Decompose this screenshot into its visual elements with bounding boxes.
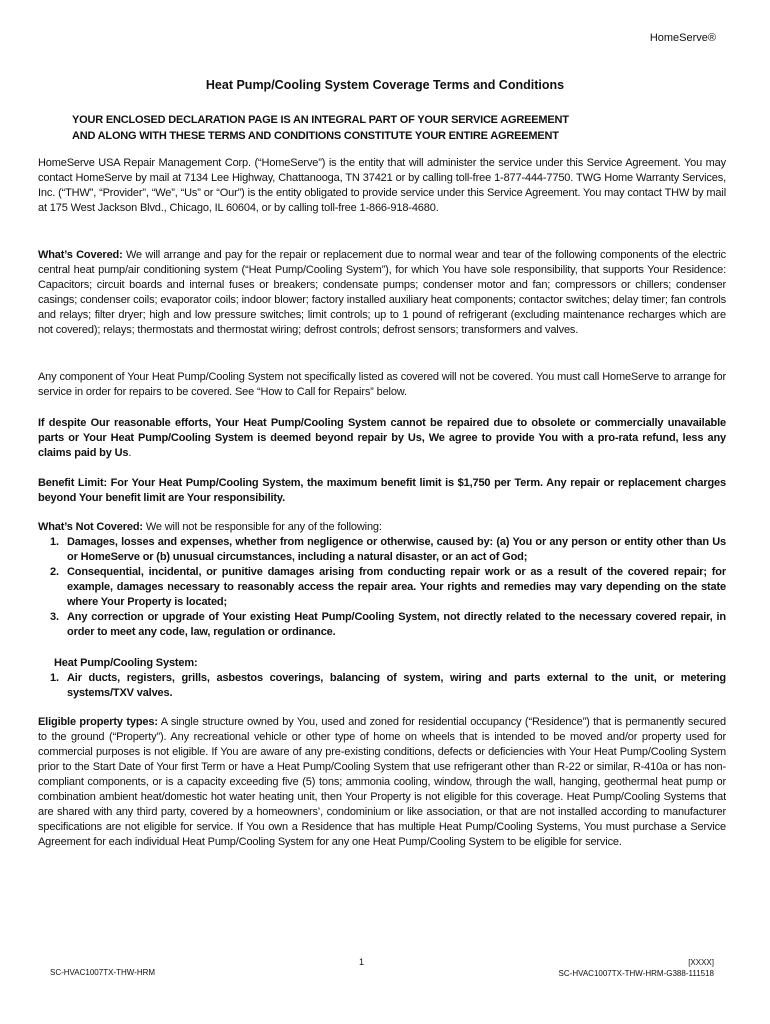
obsolete-section [38, 416, 726, 461]
footer-bracket-code: [XXXX] [688, 958, 714, 967]
heat-pump-heading: Heat Pump/Cooling System: [54, 657, 198, 669]
list-item-text: Air ducts, registers, grills, asbestos coverings, balancing of system, wiring and parts external to the unit, or metering systems/TXV valves. [67, 672, 726, 699]
not-covered-intro: We will not be responsible for any of the following: [142, 521, 382, 533]
list-item [38, 671, 726, 701]
benefit-limit-text: Benefit Limit: For Your Heat Pump/Cooling System, the maximum benefit limit is $1,750 per Term. Any repair or replacement charges beyond Your benefit limit are Your responsibility. [38, 477, 726, 504]
list-item-number: 1. [50, 672, 59, 684]
eligible-text: A single structure owned by You, used and zoned for residential occupancy (“Residence”) that is permanently secured to the ground (“Property”). Any recreational vehicle or other type of home on wheels that is intended to be moved and/or property used for commercial purposes is not eligible. If You are aware of any pre-existing conditions, defects or deficiencies with Your Heat Pump/Cooling System prior to the Start Date of Your first Term or have a Heat Pump/Cooling System that use refrigerant other than R-22 or similar, R-410a or has non-compliant components, or is a capacity exceeding five (5) tons; ammonia cooling, window, through the wall, hanging, geothermal heat pump or combination ambient heat/domestic hot water heating unit, then Your Property is not eligible for this coverage. Heat Pump/Cooling Systems that are shared with any third party, covered by a homeowners’, condominium or like association, or that are not installed according to manufacturer specifications are not eligible for service. If You own a Residence that has multiple Heat Pump/Cooling Systems, You must purchase a Service Agreement for each individual Heat Pump/Cooling System for any one Heat Pump/Cooling System to be eligible for service. [38, 716, 726, 848]
not-listed-text: Any component of Your Heat Pump/Cooling System not specifically listed as covered will not be covered. You must call HomeServe to arrange for service in order for repairs to be covered. See “How to Call for Repairs” below. [38, 371, 726, 398]
list-item [38, 565, 726, 610]
brand-name: HomeServe® [649, 32, 716, 44]
eligible-property-section [38, 715, 726, 850]
eligible-heading: Eligible property types: [38, 716, 158, 728]
page-number: 1 [359, 957, 365, 967]
covered-heading: What’s Covered: [38, 249, 123, 261]
declaration-notice [72, 112, 712, 144]
list-item-text: Consequential, incidental, or punitive damages arising from conducting repair work or as a result of the covered repair; for example, damages necessary to reasonably access the repair area. Your rights and remedies may vary depending on the state where Your Property is located; [67, 566, 726, 608]
list-item-number: 2. [50, 566, 59, 578]
not-covered-list [38, 535, 726, 640]
whats-covered-section [38, 248, 726, 338]
not-covered-heading: What’s Not Covered: [38, 521, 143, 533]
declaration-line-2: AND ALONG WITH THESE TERMS AND CONDITIONS CONSTITUTE YOUR ENTIRE AGREEMENT [72, 130, 559, 142]
obsolete-text: If despite Our reasonable efforts, Your Heat Pump/Cooling System cannot be repaired due to obsolete or commercially unavailable parts or Your Heat Pump/Cooling System is deemed beyond repair by Us, We agree to provide You with a pro-rata refund, less any claims paid by Us [38, 417, 726, 459]
not-listed-section [38, 370, 726, 400]
footer-right-block [559, 957, 714, 979]
list-item-number: 3. [50, 611, 59, 623]
intro-paragraph [38, 156, 726, 216]
list-item [38, 535, 726, 565]
not-covered-section [38, 520, 726, 640]
benefit-limit-section [38, 476, 726, 506]
list-item-text: Any correction or upgrade of Your existing Heat Pump/Cooling System, not directly related to the necessary covered repair, in order to meet any code, law, regulation or ordinance. [67, 611, 726, 638]
footer-version-code: SC-HVAC1007TX-THW-HRM-G388-111518 [558, 969, 714, 978]
heat-pump-exclusions-list [38, 671, 726, 701]
heat-pump-exclusions-section [38, 656, 726, 701]
obsolete-period: . [128, 447, 132, 459]
footer-form-code: SC-HVAC1007TX-THW-HRM [50, 968, 156, 977]
covered-text: We will arrange and pay for the repair or replacement due to normal wear and tear of the following components of the electric central heat pump/air conditioning system (“Heat Pump/Cooling System”), for which You have sole responsibility, that supports Your Residence: Capacitors; circuit boards and internal fuses or breakers; condensate pumps; condenser motor and fan; compressors or chillers; condenser casings; condenser coils; evaporator coils; indoor blower; factory installed auxiliary heat components; contactor switches; delay timer; fan controls and relays; filter dryer; high and low pressure switches; limit controls; up to 1 pound of refrigerant (excluding maintenance recharges which are not covered); relays; thermostats and thermostat wiring; defrost controls; defrost sensors; transformers and valves. [38, 249, 727, 336]
page-title: Heat Pump/Cooling System Coverage Terms and Conditions [205, 78, 565, 92]
list-item-number: 1. [50, 536, 59, 548]
list-item-text: Damages, losses and expenses, whether from negligence or otherwise, caused by: (a) You or any person or entity other than Us or HomeServe or (b) unusual circumstances, including a natural disaster, or an act of God; [67, 536, 726, 563]
intro-text: HomeServe USA Repair Management Corp. (“HomeServe”) is the entity that will administer the service under this Service Agreement. You may contact HomeServe by mail at 7134 Lee Highway, Chattanooga, TN 37421 or by calling toll-free 1-877-444-7750. TWG Home Warranty Services, Inc. (“THW”, “Provider”, “We”, “Us” or “Our”) is the entity obligated to provide service under this Service Agreement. You may contact THW by mail at 175 West Jackson Blvd., Chicago, IL 60604, or by calling toll-free 1-866-918-4680. [38, 157, 726, 214]
list-item [38, 610, 726, 640]
declaration-line-1: YOUR ENCLOSED DECLARATION PAGE IS AN INTEGRAL PART OF YOUR SERVICE AGREEMENT [72, 114, 569, 126]
